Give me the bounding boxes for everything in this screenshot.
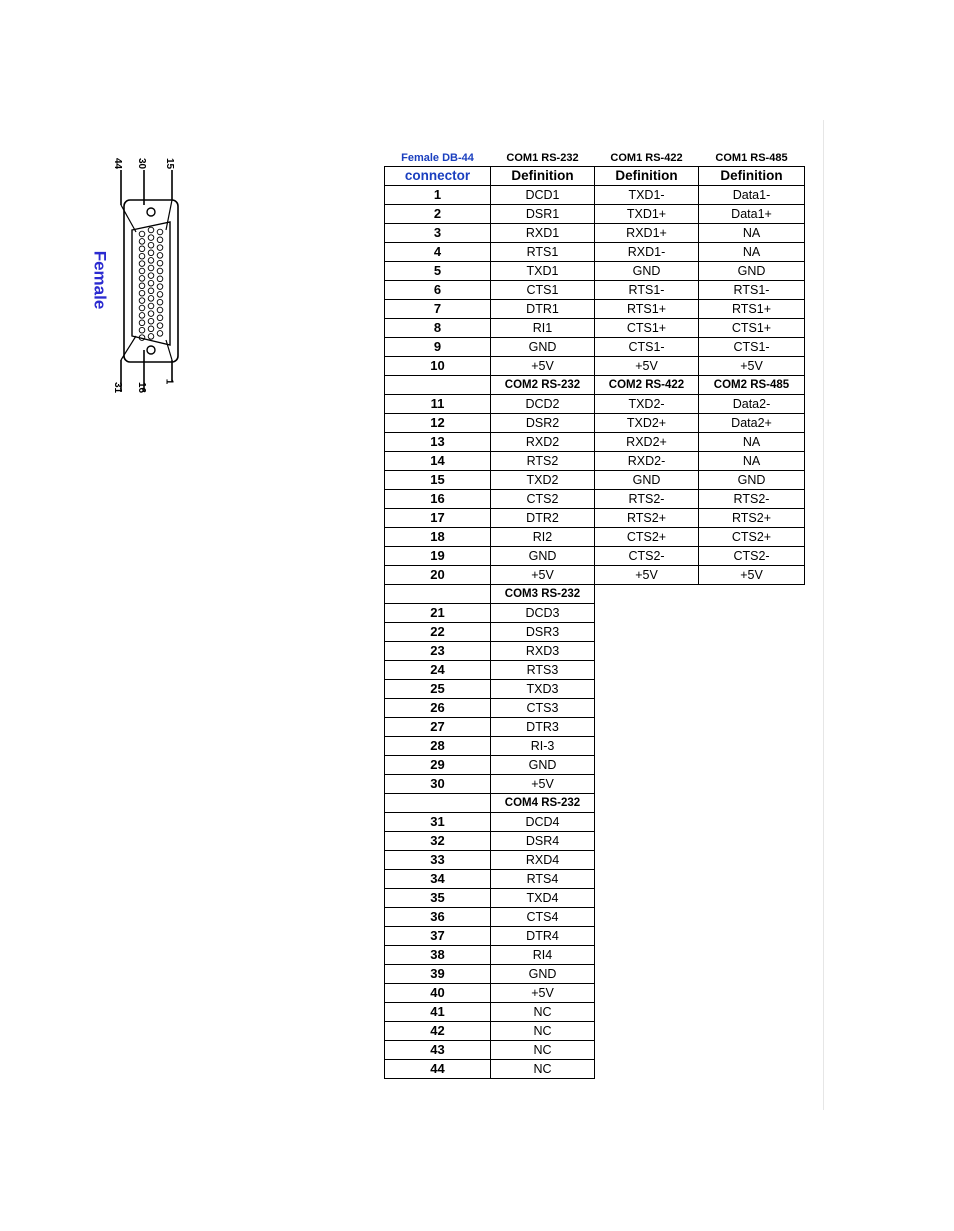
pin-number-cell: 28 [385,737,491,756]
pin-hole [139,290,145,296]
definition-cell: DCD2 [491,395,595,414]
empty-cell [595,965,699,984]
pin-number-cell: 15 [385,471,491,490]
pin-label-31: 31 [112,381,124,394]
definition-cell: GND [699,471,805,490]
empty-cell [595,585,699,604]
definition-cell: GND [595,262,699,281]
definition-cell: NC [491,1003,595,1022]
pin-number-cell: 1 [385,186,491,205]
definition-cell: CTS1- [595,338,699,357]
pin-hole [148,265,154,271]
definition-cell: RI2 [491,528,595,547]
definition-cell: GND [699,262,805,281]
definition-cell: DTR3 [491,718,595,737]
pin-hole [148,334,154,340]
empty-cell [595,680,699,699]
empty-cell [595,775,699,794]
table-row [385,395,805,414]
definition-cell: RTS1 [491,243,595,262]
definition-cell: CTS2+ [595,528,699,547]
table-row [385,338,805,357]
pin-number-cell: 12 [385,414,491,433]
pin-hole [157,268,163,274]
definition-cell: TXD3 [491,680,595,699]
pin-number-cell: 18 [385,528,491,547]
pin-number-cell: 35 [385,889,491,908]
table-row [385,1022,805,1041]
empty-cell [595,718,699,737]
empty-cell [699,642,805,661]
section-row [385,585,805,604]
empty-cell [699,870,805,889]
empty-cell [595,1022,699,1041]
definition-cell: +5V [595,566,699,585]
pin-hole [139,253,145,259]
table-title-row [385,150,805,167]
definition-cell: RTS1- [699,281,805,300]
definition-cell: NA [699,243,805,262]
definition-cell: GND [491,338,595,357]
pin-number-cell: 29 [385,756,491,775]
definition-cell: RTS2+ [699,509,805,528]
empty-cell [595,1060,699,1079]
pin-label-44: 44 [112,157,124,170]
table-row [385,528,805,547]
empty-cell [595,604,699,623]
empty-cell [595,870,699,889]
definition-cell: CTS1+ [699,319,805,338]
table-row [385,205,805,224]
definition-cell: +5V [491,566,595,585]
empty-cell [595,889,699,908]
table-header-row [385,167,805,186]
pin-hole [157,284,163,290]
empty-cell [595,832,699,851]
empty-cell [595,661,699,680]
table-row [385,224,805,243]
definition-cell: RI4 [491,946,595,965]
table-row [385,642,805,661]
empty-cell [699,832,805,851]
table-row [385,186,805,205]
header-cell: Definition [595,167,699,186]
table-row [385,604,805,623]
empty-cell [595,984,699,1003]
table-row [385,832,805,851]
pin-number-cell: 44 [385,1060,491,1079]
pin-hole [139,320,145,326]
empty-cell [595,642,699,661]
page-edge-rule [823,120,824,1110]
definition-cell: DTR4 [491,927,595,946]
empty-cell [699,604,805,623]
pin-number-cell: 37 [385,927,491,946]
table-row [385,870,805,889]
pin-hole [157,237,163,243]
table-row [385,965,805,984]
definition-cell: GND [595,471,699,490]
pin-hole [157,307,163,313]
empty-cell [699,813,805,832]
definition-cell: CTS1- [699,338,805,357]
pin-hole [157,292,163,298]
pin-hole [148,288,154,294]
pin-hole [157,253,163,259]
definition-cell: TXD4 [491,889,595,908]
empty-cell [595,927,699,946]
pin-number-cell: 31 [385,813,491,832]
pin-hole [148,303,154,309]
definition-cell: +5V [699,566,805,585]
definition-cell: RTS2+ [595,509,699,528]
table-row [385,661,805,680]
pin-label-16: 16 [136,381,148,394]
definition-cell: +5V [595,357,699,376]
definition-cell: NC [491,1060,595,1079]
header-cell: Definition [699,167,805,186]
definition-cell: RTS2- [595,490,699,509]
definition-cell: Data1- [699,186,805,205]
pin-hole [148,280,154,286]
definition-cell: TXD2- [595,395,699,414]
pin-hole [139,313,145,319]
header-cell: connector [385,167,491,186]
definition-cell: RTS2- [699,490,805,509]
pin-hole [157,331,163,337]
empty-cell [699,946,805,965]
definition-cell: GND [491,965,595,984]
table-row [385,908,805,927]
pin-number-cell: 42 [385,1022,491,1041]
table-row [385,414,805,433]
definition-cell: TXD1 [491,262,595,281]
definition-cell: RXD2- [595,452,699,471]
table-row [385,490,805,509]
definition-cell: RXD1+ [595,224,699,243]
definition-cell: Data2- [699,395,805,414]
pin-definition-table [384,150,805,1079]
empty-cell [595,699,699,718]
table-row [385,927,805,946]
section-row [385,794,805,813]
table-row [385,566,805,585]
definition-cell: DTR2 [491,509,595,528]
definition-cell: DSR3 [491,623,595,642]
section-cell: COM2 RS-422 [595,376,699,395]
definition-cell: RTS1+ [595,300,699,319]
pin-label-30: 30 [136,157,148,170]
definition-cell: +5V [699,357,805,376]
pin-hole [139,239,145,245]
pin-hole [148,296,154,302]
pin-number-cell: 16 [385,490,491,509]
definition-cell: RXD2 [491,433,595,452]
pin-number-cell: 27 [385,718,491,737]
pin-number-cell: 17 [385,509,491,528]
pin-number-cell: 13 [385,433,491,452]
empty-cell [595,623,699,642]
pin-hole [157,299,163,305]
pin-number-cell: 23 [385,642,491,661]
definition-cell: RTS2 [491,452,595,471]
empty-cell [699,1003,805,1022]
empty-cell [699,1041,805,1060]
definition-cell: RI1 [491,319,595,338]
section-pin-cell [385,376,491,395]
empty-cell [595,1041,699,1060]
pin-hole [157,315,163,321]
empty-cell [699,1060,805,1079]
pin-hole [139,268,145,274]
empty-cell [595,794,699,813]
definition-cell: CTS1+ [595,319,699,338]
pin-hole [139,261,145,267]
empty-cell [699,927,805,946]
empty-cell [595,851,699,870]
definition-cell: TXD1- [595,186,699,205]
table-row [385,775,805,794]
pin-number-cell: 10 [385,357,491,376]
definition-cell: GND [491,547,595,566]
empty-cell [699,851,805,870]
definition-cell: CTS2 [491,490,595,509]
pin-number-cell: 2 [385,205,491,224]
table-row [385,851,805,870]
pin-hole [157,245,163,251]
definition-cell: DSR4 [491,832,595,851]
table-row [385,1003,805,1022]
table-row [385,547,805,566]
pin-number-cell: 14 [385,452,491,471]
definition-cell: GND [491,756,595,775]
pin-hole [148,242,154,248]
title-cell: Female DB-44 [401,152,474,164]
table-row [385,357,805,376]
pin-hole [139,298,145,304]
pin-hole [148,227,154,233]
pin-hole [148,235,154,241]
empty-cell [699,699,805,718]
table-row [385,1041,805,1060]
definition-cell: NA [699,433,805,452]
table-row [385,433,805,452]
empty-cell [699,965,805,984]
table-row [385,737,805,756]
empty-cell [699,680,805,699]
definition-cell: TXD1+ [595,205,699,224]
pin-hole [148,311,154,317]
table-row [385,946,805,965]
section-pin-cell [385,794,491,813]
empty-cell [595,1003,699,1022]
definition-cell: +5V [491,984,595,1003]
definition-cell: RTS3 [491,661,595,680]
definition-cell: CTS2+ [699,528,805,547]
definition-cell: NC [491,1022,595,1041]
definition-cell: Data1+ [699,205,805,224]
empty-cell [595,946,699,965]
pin-number-cell: 43 [385,1041,491,1060]
pin-number-cell: 4 [385,243,491,262]
pin-hole [157,229,163,235]
definition-cell: +5V [491,775,595,794]
definition-cell: NC [491,1041,595,1060]
pin-label-1: 1 [163,378,175,385]
header-cell: Definition [491,167,595,186]
pin-number-cell: 22 [385,623,491,642]
pin-hole [139,276,145,282]
empty-cell [595,908,699,927]
definition-cell: TXD2+ [595,414,699,433]
table-row [385,623,805,642]
pin-hole [148,318,154,324]
table-row [385,509,805,528]
db44-connector-diagram [86,157,186,405]
title-cell: COM1 RS-485 [715,152,788,164]
table-row [385,889,805,908]
pin-number-cell: 20 [385,566,491,585]
pin-number-cell: 40 [385,984,491,1003]
pin-number-cell: 19 [385,547,491,566]
pin-hole [157,323,163,329]
table-row [385,281,805,300]
empty-cell [595,737,699,756]
definition-cell: RTS1+ [699,300,805,319]
definition-cell: RI-3 [491,737,595,756]
definition-cell: DSR2 [491,414,595,433]
definition-cell: DCD1 [491,186,595,205]
pin-hole [139,246,145,252]
pin-number-cell: 34 [385,870,491,889]
table-row [385,452,805,471]
pin-hole [148,258,154,264]
definition-cell: RXD2+ [595,433,699,452]
table-row [385,319,805,338]
pin-number-cell: 30 [385,775,491,794]
title-cell: COM1 RS-422 [610,152,683,164]
definition-cell: DSR1 [491,205,595,224]
pin-number-cell: 39 [385,965,491,984]
empty-cell [699,718,805,737]
pin-hole [139,283,145,289]
definition-cell: RTS4 [491,870,595,889]
pin-hole [139,231,145,237]
pin-hole [157,260,163,266]
section-row [385,376,805,395]
definition-cell: CTS1 [491,281,595,300]
pin-hole [139,327,145,333]
section-cell: COM2 RS-232 [491,376,595,395]
pin-number-cell: 7 [385,300,491,319]
pin-number-cell: 26 [385,699,491,718]
empty-cell [699,1022,805,1041]
empty-cell [699,623,805,642]
empty-cell [699,984,805,1003]
pin-number-cell: 21 [385,604,491,623]
definition-cell: NA [699,224,805,243]
female-label: Female [90,250,110,310]
table-row [385,1060,805,1079]
empty-cell [595,813,699,832]
table-row [385,813,805,832]
table-row [385,699,805,718]
empty-cell [699,775,805,794]
empty-cell [595,756,699,775]
section-cell: COM2 RS-485 [699,376,805,395]
table-row [385,262,805,281]
title-cell: COM1 RS-232 [506,152,579,164]
definition-cell: DCD4 [491,813,595,832]
definition-cell: RTS1- [595,281,699,300]
pin-number-cell: 5 [385,262,491,281]
definition-cell: RXD1 [491,224,595,243]
table-row [385,300,805,319]
pin-hole [148,273,154,279]
section-cell: COM3 RS-232 [491,585,595,604]
empty-cell [699,661,805,680]
empty-cell [699,756,805,775]
table-row [385,718,805,737]
empty-cell [699,908,805,927]
table-row [385,471,805,490]
pin-number-cell: 41 [385,1003,491,1022]
definition-cell: NA [699,452,805,471]
definition-cell: CTS3 [491,699,595,718]
pin-number-cell: 11 [385,395,491,414]
empty-cell [699,585,805,604]
definition-cell: TXD2 [491,471,595,490]
pin-number-cell: 6 [385,281,491,300]
definition-cell: CTS2- [699,547,805,566]
definition-cell: +5V [491,357,595,376]
table-row [385,243,805,262]
pin-number-cell: 8 [385,319,491,338]
pin-number-cell: 25 [385,680,491,699]
table-row [385,680,805,699]
pin-number-cell: 33 [385,851,491,870]
pin-number-cell: 38 [385,946,491,965]
definition-cell: CTS2- [595,547,699,566]
section-pin-cell [385,585,491,604]
empty-cell [699,889,805,908]
pin-number-cell: 32 [385,832,491,851]
pin-hole [139,305,145,311]
definition-cell: RXD1- [595,243,699,262]
section-cell: COM4 RS-232 [491,794,595,813]
pin-number-cell: 3 [385,224,491,243]
pin-number-cell: 24 [385,661,491,680]
empty-cell [699,794,805,813]
definition-cell: DCD3 [491,604,595,623]
pin-hole [148,326,154,332]
empty-cell [699,737,805,756]
pin-label-15: 15 [164,157,176,170]
pin-hole [157,276,163,282]
pin-hole [148,250,154,256]
definition-cell: RXD3 [491,642,595,661]
table-row [385,984,805,1003]
pin-number-cell: 36 [385,908,491,927]
definition-cell: CTS4 [491,908,595,927]
definition-cell: DTR1 [491,300,595,319]
definition-cell: RXD4 [491,851,595,870]
pin-number-cell: 9 [385,338,491,357]
definition-cell: Data2+ [699,414,805,433]
table-row [385,756,805,775]
